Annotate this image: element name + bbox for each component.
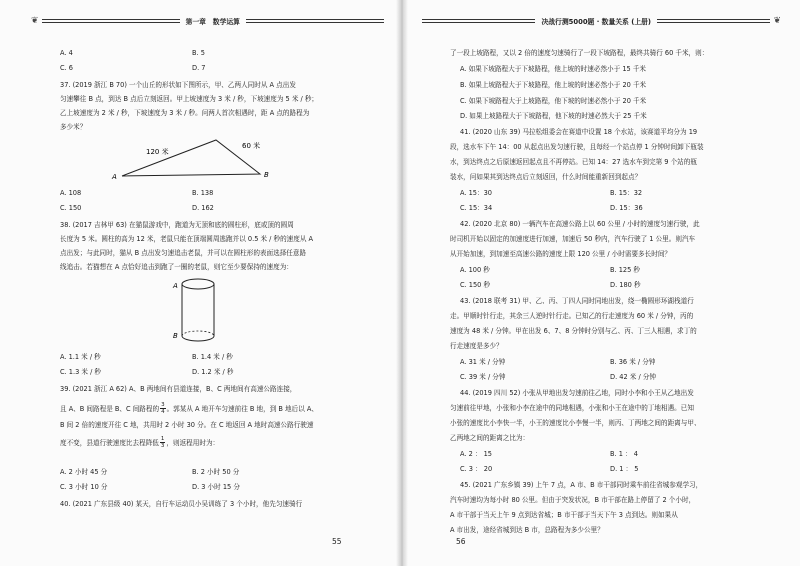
hill-outline <box>122 140 260 176</box>
leaf-ornament-icon: ❦ <box>31 16 39 26</box>
fraction: 1 3 <box>160 436 165 449</box>
option-b: B. 2 小时 50 分 <box>192 468 240 476</box>
option-c: C. 39 米 / 分钟 <box>460 373 506 381</box>
option-d: D. 42 米 / 分钟 <box>610 373 656 381</box>
cylinder-top <box>182 279 214 289</box>
option-b: B. 如果上坡路程大于下坡路程，他上坡的时速必然小于 20 千米 <box>460 81 647 89</box>
right-header <box>422 14 784 28</box>
question-text: 装水，问如果其到达终点后立刻返回，什么时间能重新回到起点？ <box>450 173 642 181</box>
question-text: 匀速前往甲地，小张和小李在途中的同地相遇，小张和小王在途中的丁地相遇。已知 <box>450 404 694 412</box>
question-text: 37. (2019 浙江 B 70) 一个山丘的形状如下图所示，甲、乙两人同时从 A 点出发 <box>60 81 296 89</box>
left-slope-label: 120 米 <box>146 148 169 156</box>
option-c: C. 150 <box>60 204 82 212</box>
question-text: 乙上坡速度为 2 米 / 秒，下坡速度为 3 米 / 秒。问两人首次相遇时，距 A 点的路程为 <box>60 109 310 117</box>
option-b: B. 1.4 米 / 秒 <box>192 353 233 361</box>
question-text: 41. (2020 山东 39) 马拉松组委会在赛道中设置 18 个水站，该赛道平均分为 19 <box>460 128 698 136</box>
question-text: 38. (2017 吉林甲 63) 在猫鼠游戏中，跑道为无顶和底的圆柱形，底或顶的圆周 <box>60 221 294 229</box>
question-text: 多少米？ <box>60 123 87 131</box>
question-text: A 市干部于当天上午 9 点到达省城；B 市干部于当天下午 3 点到达。则如果从 <box>450 511 678 519</box>
option-a: A. 15：30 <box>460 189 492 197</box>
option-a: A. 2 小时 45 分 <box>60 468 108 476</box>
option-c: C. 3 ： 20 <box>460 465 493 473</box>
option-b: B. 1 ： 4 <box>610 450 638 458</box>
chapter-title: 第一章 数学运算 <box>185 18 240 26</box>
fraction: 3 4 <box>161 402 165 415</box>
option-b: B. 138 <box>192 189 214 197</box>
option-b: B. 15：32 <box>610 189 643 197</box>
option-c: C. 3 小时 10 分 <box>60 483 108 491</box>
question-text: 度不变，县道行驶速度比去程降低 1 3 ，则返程用时为： <box>60 436 220 449</box>
option-a: A. 108 <box>60 189 82 197</box>
question-text: 小张的速度比小李快一半，小王的速度比小李慢一半，则丙、丁两地之间的距离与甲、 <box>450 419 701 427</box>
point-b-label: B <box>173 332 178 340</box>
question-text: 43. (2018 联考 31) 甲、乙、丙、丁四人同时同地出发，绕一椭圆形环湖栈道行 <box>460 297 694 305</box>
option-d: D. 162 <box>192 204 214 212</box>
option-b: B. 36 米 / 分钟 <box>610 358 656 366</box>
option-d: D. 1 ： 5 <box>610 465 639 473</box>
question-text: 段，选水车下午 14：00 从起点出发匀速行驶，且每经一个站点停 1 分钟时间卸下瓶装 <box>450 143 704 151</box>
option-d: D. 3 小时 15 分 <box>192 483 240 491</box>
question-text: 速度为 48 米 / 分钟。甲在出发 6、7、8 分钟时分别与乙、丙、丁三人相遇，求丁的 <box>450 327 697 335</box>
page-number: 55 <box>332 537 342 546</box>
cylinder-bottom-back <box>182 331 214 336</box>
option-c: C. 150 秒 <box>460 281 491 289</box>
option-d: D. 如果上坡路程大于下坡路程，他下坡的时速必然大于 25 千米 <box>460 112 647 120</box>
option-c: C. 如果下坡路程大于上坡路程，他下坡的时速必然小于 20 千米 <box>460 97 647 105</box>
option-a: A. 31 米 / 分钟 <box>460 358 506 366</box>
question-text: 走。甲顺时针行走，其余三人逆时针行走。已知乙的行走速度为 60 米 / 分钟，丙的 <box>450 312 694 320</box>
left-header <box>28 14 384 28</box>
option-d: D. 180 秒 <box>610 281 641 289</box>
question-text: 行走速度是多少？ <box>450 342 503 350</box>
question-text: 39. (2021 浙江 A 62) A、B 两地间有县道连接，B、C 两地间有高速公路连接， <box>60 385 297 393</box>
question-text: 点出发；与此同时，猫从 B 点出发匀速追击老鼠，并可以在圆柱形的表面选择任意路 <box>60 249 307 257</box>
question-text: 线追击。若猫想在 A 点恰好追击到跑了一圈的老鼠，则它至少要保持的速度为： <box>60 263 293 271</box>
option-b: B. 125 秒 <box>610 266 640 274</box>
option-c: C. 6 <box>60 64 73 72</box>
question-text: 44. (2019 四川 52) 小张从甲地出发匀速前往乙地，同时小李和小王从乙地出发 <box>460 389 694 397</box>
book-title: 决战行测5000题 · 数量关系 (上册) <box>541 18 652 26</box>
point-b-label: B <box>264 171 269 179</box>
point-a-label: A <box>112 173 117 181</box>
option-d: D. 7 <box>192 64 206 72</box>
option-c: C. 1.3 米 / 秒 <box>60 368 101 376</box>
question-text: A 市出发，途经省城到达 B 市，总路程为多少公里？ <box>450 526 604 534</box>
option-a: A. 4 <box>60 49 73 57</box>
option-c: C. 15：34 <box>460 204 493 212</box>
option-a: A. 1.1 米 / 秒 <box>60 353 101 361</box>
question-text: 且 A、B 间路程是 B、C 间路程的 3 4 。郭某从 A 地开车匀速前往 B 地，到 B 地后以 A、 <box>60 402 319 415</box>
question-text: 时司机开始以固定的加速度进行加速，加速后 50 秒内，汽车行驶了 1 公里。则汽车 <box>450 235 696 243</box>
option-d: D. 15：36 <box>610 204 643 212</box>
question-text: 从开始加速，到加速至高速公路的速度上限 120 公里 / 小时需要多长时间？ <box>450 250 672 258</box>
option-a: A. 100 秒 <box>460 266 490 274</box>
page-number: 56 <box>456 537 466 546</box>
question-text: B 间 2 倍的速度开往 C 地，共用时 2 小时 30 分。在 C 地返回 A 地时高速公路行驶速 <box>60 421 314 429</box>
cylinder-figure <box>168 276 228 346</box>
hill-figure <box>100 132 290 182</box>
question-text: 水，到达终点之后原速返回起点且不再停站。已知 14：27 选水车到完第 9 个站的瓶 <box>450 158 697 166</box>
question-text: 长度为 5 米。圆柱的高为 12 米，老鼠只能在顶端圆周逃跑并以 0.5 米 / 秒的速度从 A <box>60 235 314 243</box>
option-b: B. 5 <box>192 49 205 57</box>
right-slope-label: 60 米 <box>242 142 261 150</box>
question-text: 40. (2021 广东县级 40) 某天，自行车运动员小吴训练了 3 个小时，他先匀速骑行 <box>60 500 303 508</box>
option-d: D. 1.2 米 / 秒 <box>192 368 234 376</box>
right-page <box>402 0 800 566</box>
leaf-ornament-icon: ❦ <box>773 16 781 26</box>
question-text: 45. (2021 广东乡镇 39) 上午 7 点，A 市、B 市干部同时乘车前往省城参观学习， <box>460 481 703 489</box>
option-a: A. 2 ： 15 <box>460 450 492 458</box>
question-text: 匀速攀往 B 点，到达 B 点后立刻返回。甲上坡速度为 3 米 / 秒，下坡速度为 5 米 / 秒； <box>60 95 319 103</box>
question-text: 乙两地之间的距离之比为： <box>450 434 530 442</box>
cylinder-bottom-front <box>182 336 214 341</box>
book-gutter <box>396 0 408 566</box>
point-a-label: A <box>173 282 178 290</box>
question-text: 汽车时速均为每小时 80 公里。但由于突发状况，B 市干部在路上停留了 2 个小时， <box>450 496 696 504</box>
question-text: 了一段上坡路程，又以 2 倍的速度匀速骑行了一段下坡路程，最终共骑行 60 千米，则： <box>450 49 709 57</box>
question-text: 42. (2020 北京 80) 一辆汽车在高速公路上以 60 公里 / 小时的速度匀速行驶，此 <box>460 220 700 228</box>
option-a: A. 如果下坡路程大于下坡路程，他上坡的时速必然小于 15 千米 <box>460 65 647 73</box>
